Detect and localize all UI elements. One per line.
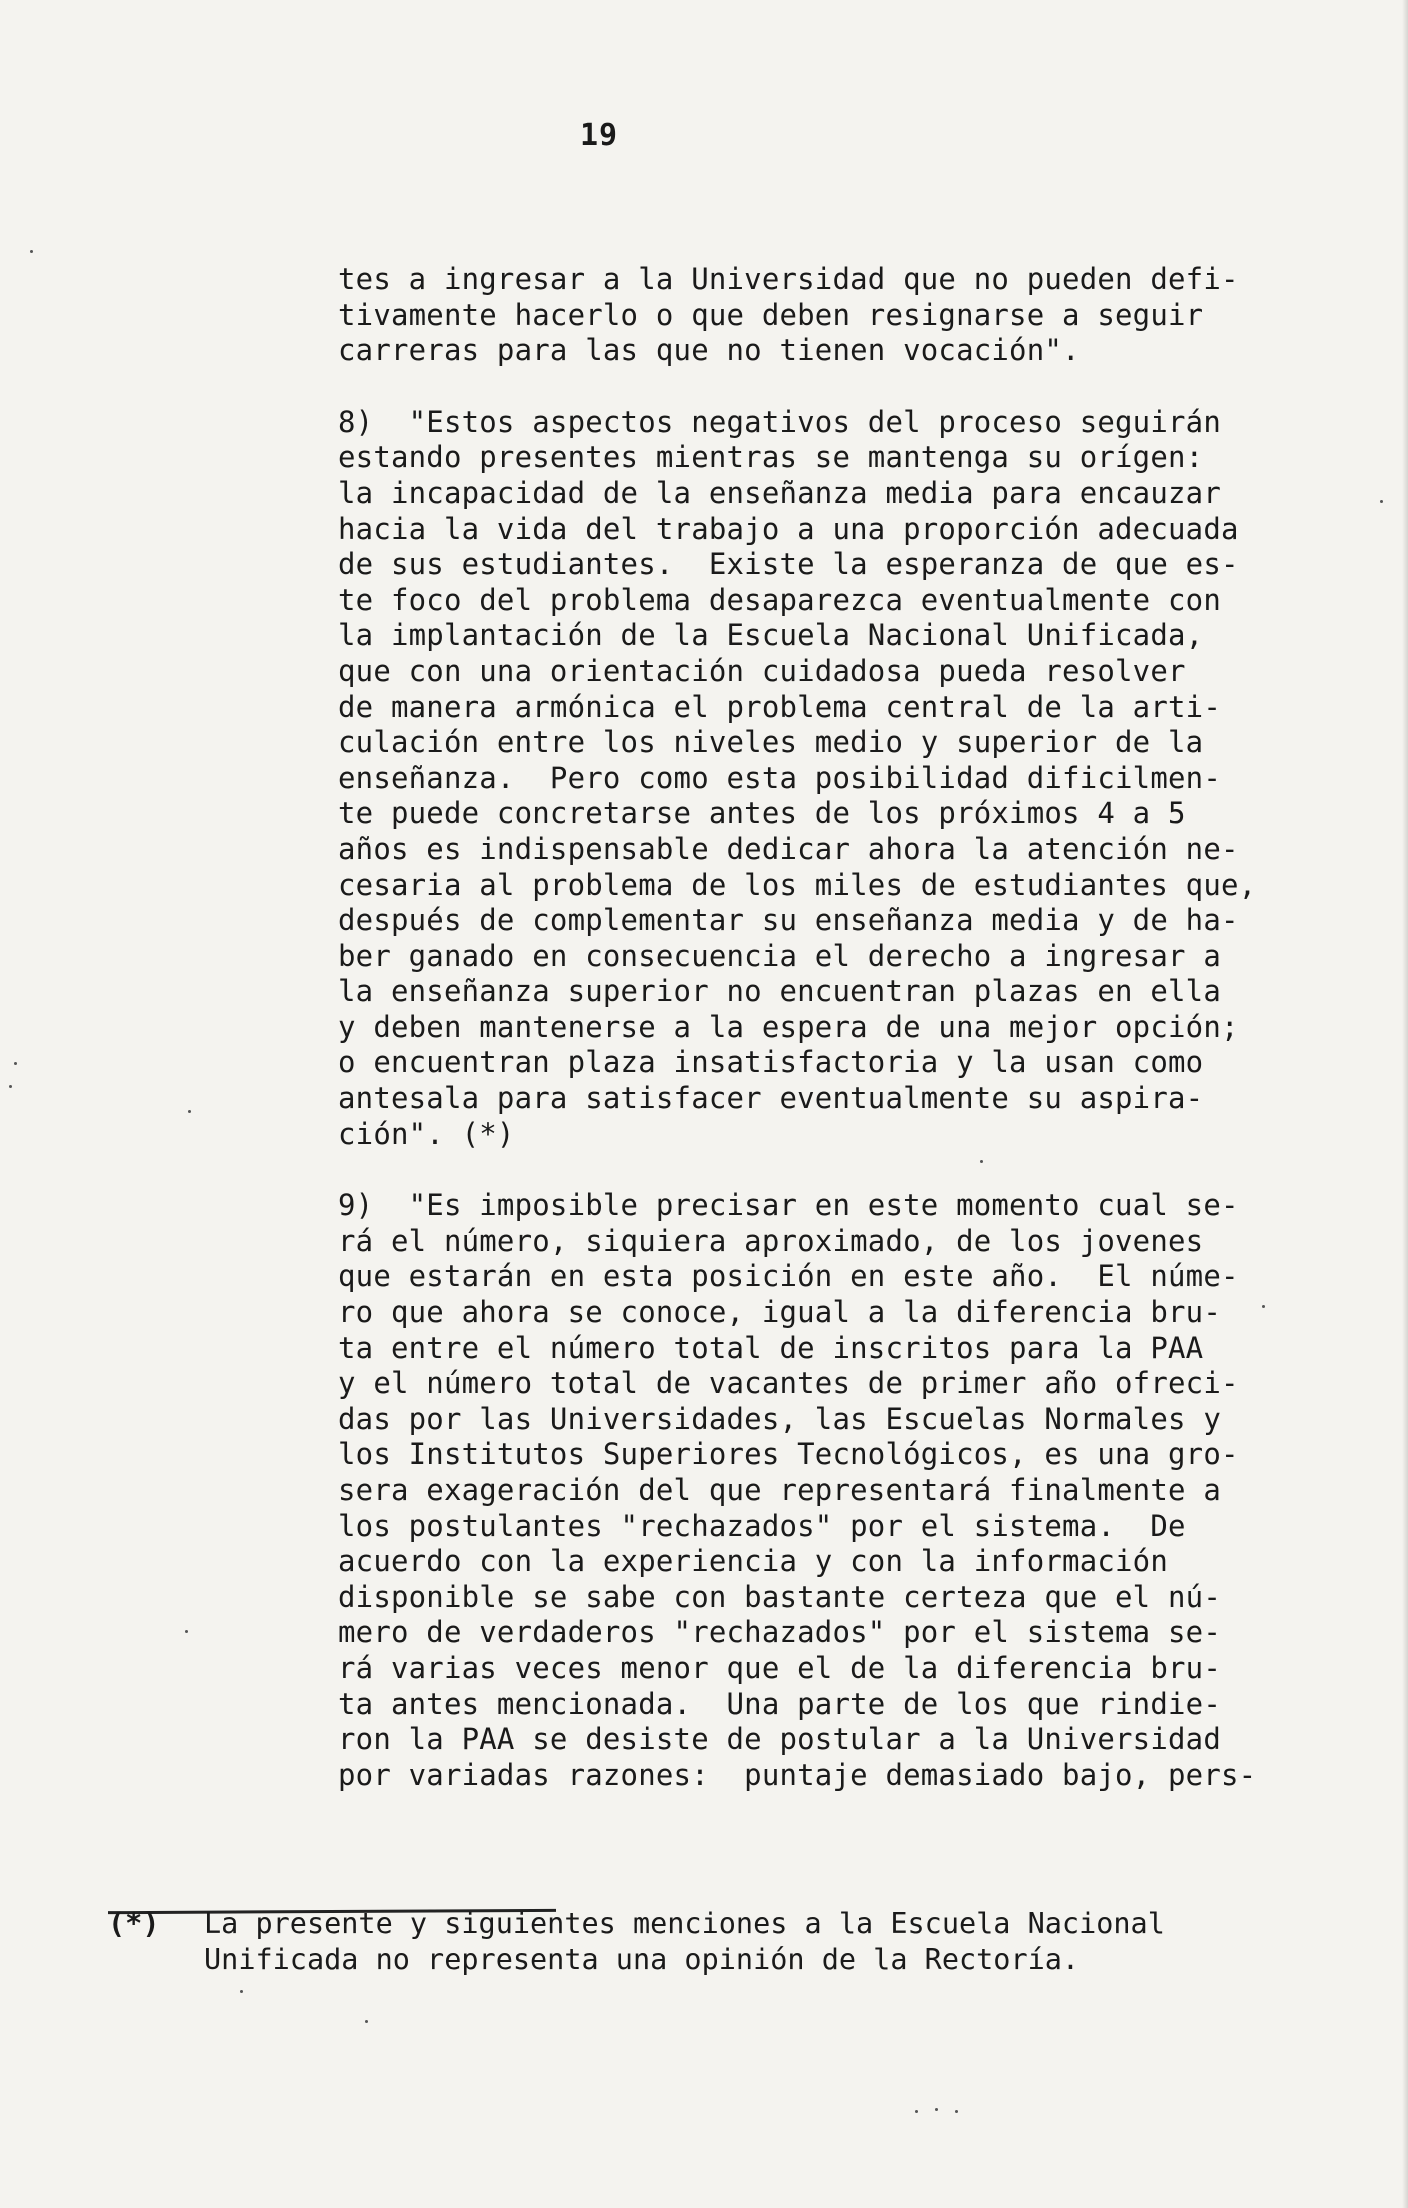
text-line: culación entre los niveles medio y superior de la <box>338 725 1204 760</box>
text-line: antesala para satisfacer eventualmente su aspira- <box>338 1081 1204 1116</box>
text-line: después de complementar su enseñanza media y de ha- <box>338 903 1239 938</box>
text-line: que estarán en esta posición en este año. El núme- <box>338 1259 1239 1294</box>
text-line: y deben mantenerse a la espera de una mejor opción; <box>338 1009 1239 1044</box>
text-line: la incapacidad de la enseñanza media para encauzar <box>338 475 1221 510</box>
footnote-line-2 <box>108 1942 1308 1978</box>
text-line: de manera armónica el problema central de la arti- <box>338 689 1221 724</box>
scan-speck <box>1380 500 1383 503</box>
scan-speck <box>365 2020 368 2023</box>
text-line: la implantación de la Escuela Nacional Unificada, <box>338 618 1204 653</box>
scan-speck <box>915 2110 918 2113</box>
footnote-text-1: La presente y siguientes menciones a la Escuela Nacional <box>204 1907 1165 1940</box>
text-line: te foco del problema desaparezca eventualmente con <box>338 582 1221 617</box>
scan-speck <box>185 1630 188 1633</box>
text-line: estando presentes mientras se mantenga su orígen: <box>338 440 1204 475</box>
text-line: rá el número, siquiera aproximado, de los jovenes <box>338 1223 1204 1258</box>
scan-speck <box>188 1110 191 1113</box>
text-line: los postulantes "rechazados" por el sistema. De <box>338 1508 1186 1543</box>
scan-speck <box>935 2108 938 2111</box>
text-line: cesaria al problema de los miles de estudiantes que, <box>338 867 1257 902</box>
body-text <box>338 262 1348 1793</box>
text-line: ción". (*) <box>338 1116 515 1151</box>
text-line: por variadas razones: puntaje demasiado bajo, pers- <box>338 1757 1257 1792</box>
text-line: tivamente hacerlo o que deben resignarse a seguir <box>338 297 1204 332</box>
scan-speck <box>980 1160 983 1163</box>
text-line: rá varias veces menor que el de la diferencia bru- <box>338 1650 1221 1685</box>
text-line: mero de verdaderos "rechazados" por el sistema se- <box>338 1615 1221 1650</box>
scan-speck <box>30 250 33 253</box>
footnote-line-1 <box>108 1906 1308 1942</box>
text-line: ber ganado en consecuencia el derecho a ingresar a <box>338 938 1221 973</box>
text-line: que con una orientación cuidadosa pueda resolver <box>338 653 1186 688</box>
text-line: ro que ahora se conoce, igual a la diferencia bru- <box>338 1295 1221 1330</box>
text-line: y el número total de vacantes de primer año ofreci- <box>338 1366 1239 1401</box>
text-line: 8) "Estos aspectos negativos del proceso seguirán <box>338 404 1221 439</box>
text-line: los Institutos Superiores Tecnológicos, es una gro- <box>338 1437 1239 1472</box>
scan-speck <box>955 2110 958 2113</box>
text-line: años es indispensable dedicar ahora la atención ne- <box>338 831 1239 866</box>
footnote-text-2: Unificada no representa una opinión de la Rectoría. <box>204 1943 1080 1976</box>
paragraph-gap <box>338 1152 1348 1188</box>
text-line: 9) "Es imposible precisar en este momento cual se- <box>338 1188 1239 1223</box>
text-line: de sus estudiantes. Existe la esperanza de que es- <box>338 547 1239 582</box>
text-line: sera exageración del que representará finalmente a <box>338 1473 1221 1507</box>
text-line: carreras para las que no tienen vocación". <box>338 333 1080 368</box>
scan-speck <box>1262 1305 1265 1308</box>
scan-speck <box>9 1085 12 1088</box>
text-line: tes a ingresar a la Universidad que no pueden defi- <box>338 262 1239 296</box>
text-line: enseñanza. Pero como esta posibilidad dificilmen- <box>338 760 1221 795</box>
scan-edge-shadow <box>1402 0 1408 2208</box>
text-line: o encuentran plaza insatisfactoria y la usan como <box>338 1045 1204 1080</box>
footnote-mark: (*) <box>108 1907 160 1940</box>
text-line: ron la PAA se desiste de postular a la Universidad <box>338 1722 1221 1757</box>
page-number: 19 <box>580 118 619 153</box>
paragraph-gap <box>338 369 1348 405</box>
text-line: ta antes mencionada. Una parte de los que rindie- <box>338 1686 1221 1721</box>
footnote <box>108 1906 1308 1978</box>
text-line: das por las Universidades, las Escuelas Normales y <box>338 1401 1221 1436</box>
scan-speck <box>240 1990 243 1993</box>
text-line: disponible se sabe con bastante certeza que el nú- <box>338 1579 1221 1614</box>
text-line: ta entre el número total de inscritos para la PAA <box>338 1330 1204 1365</box>
text-line: hacia la vida del trabajo a una proporción adecuada <box>338 511 1239 546</box>
text-line: acuerdo con la experiencia y con la información <box>338 1544 1168 1579</box>
text-line: la enseñanza superior no encuentran plazas en ella <box>338 974 1221 1009</box>
scan-speck <box>14 1062 17 1065</box>
text-line: te puede concretarse antes de los próximos 4 a 5 <box>338 796 1186 831</box>
